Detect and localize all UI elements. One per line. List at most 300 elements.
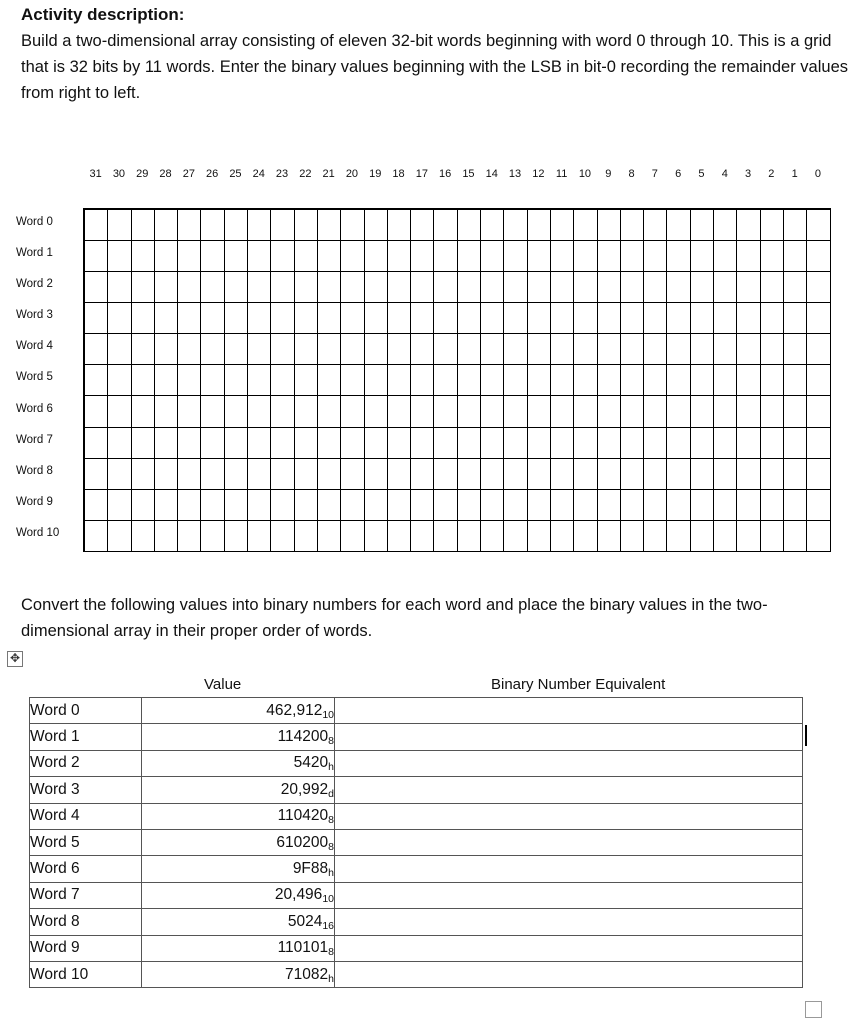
bit-cell[interactable] bbox=[271, 210, 294, 241]
bit-cell[interactable] bbox=[737, 241, 760, 272]
bit-cell[interactable] bbox=[481, 490, 504, 521]
bit-cell[interactable] bbox=[598, 396, 621, 427]
bit-cell[interactable] bbox=[807, 490, 830, 521]
bit-cell[interactable] bbox=[178, 272, 201, 303]
bit-cell[interactable] bbox=[691, 241, 714, 272]
bit-cell[interactable] bbox=[737, 365, 760, 396]
bit-cell[interactable] bbox=[667, 428, 690, 459]
bit-cell[interactable] bbox=[667, 459, 690, 490]
bit-cell[interactable] bbox=[761, 396, 784, 427]
binary-equivalent-cell[interactable] bbox=[335, 935, 803, 961]
bit-cell[interactable] bbox=[737, 490, 760, 521]
bit-cell[interactable] bbox=[178, 241, 201, 272]
bit-cell[interactable] bbox=[108, 490, 131, 521]
bit-cell[interactable] bbox=[737, 303, 760, 334]
bit-cell[interactable] bbox=[691, 490, 714, 521]
bit-cell[interactable] bbox=[667, 241, 690, 272]
bit-cell[interactable] bbox=[108, 521, 131, 552]
bit-cell[interactable] bbox=[761, 428, 784, 459]
bit-cell[interactable] bbox=[807, 210, 830, 241]
binary-equivalent-cell[interactable] bbox=[335, 856, 803, 882]
bit-cell[interactable] bbox=[411, 365, 434, 396]
binary-equivalent-cell[interactable] bbox=[335, 909, 803, 935]
bit-cell[interactable] bbox=[458, 303, 481, 334]
bit-cell[interactable] bbox=[528, 459, 551, 490]
bit-cell[interactable] bbox=[434, 396, 457, 427]
bit-cell[interactable] bbox=[85, 303, 108, 334]
bit-cell[interactable] bbox=[481, 521, 504, 552]
bit-cell[interactable] bbox=[458, 210, 481, 241]
bit-cell[interactable] bbox=[295, 490, 318, 521]
bit-cell[interactable] bbox=[271, 334, 294, 365]
bit-cell[interactable] bbox=[574, 490, 597, 521]
binary-equivalent-cell[interactable] bbox=[335, 803, 803, 829]
bit-cell[interactable] bbox=[365, 334, 388, 365]
bit-cell[interactable] bbox=[574, 241, 597, 272]
bit-cell[interactable] bbox=[761, 272, 784, 303]
bit-cell[interactable] bbox=[388, 521, 411, 552]
bit-cell[interactable] bbox=[761, 334, 784, 365]
bit-cell[interactable] bbox=[108, 241, 131, 272]
bit-cell[interactable] bbox=[341, 396, 364, 427]
bit-cell[interactable] bbox=[691, 272, 714, 303]
bit-cell[interactable] bbox=[551, 334, 574, 365]
bit-cell[interactable] bbox=[714, 210, 737, 241]
bit-cell[interactable] bbox=[784, 334, 807, 365]
bit-cell[interactable] bbox=[295, 428, 318, 459]
bit-cell[interactable] bbox=[388, 428, 411, 459]
bit-cell[interactable] bbox=[504, 241, 527, 272]
bit-cell[interactable] bbox=[458, 396, 481, 427]
bit-cell[interactable] bbox=[178, 521, 201, 552]
bit-cell[interactable] bbox=[551, 241, 574, 272]
bit-cell[interactable] bbox=[621, 428, 644, 459]
bit-cell[interactable] bbox=[411, 303, 434, 334]
bit-cell[interactable] bbox=[691, 521, 714, 552]
bit-cell[interactable] bbox=[178, 334, 201, 365]
bit-cell[interactable] bbox=[225, 428, 248, 459]
bit-cell[interactable] bbox=[248, 396, 271, 427]
bit-cell[interactable] bbox=[621, 396, 644, 427]
bit-cell[interactable] bbox=[388, 334, 411, 365]
bit-cell[interactable] bbox=[458, 490, 481, 521]
bit-cell[interactable] bbox=[155, 303, 178, 334]
binary-equivalent-cell[interactable] bbox=[335, 750, 803, 776]
bit-cell[interactable] bbox=[714, 365, 737, 396]
bit-cell[interactable] bbox=[598, 303, 621, 334]
bit-cell[interactable] bbox=[621, 210, 644, 241]
bit-cell[interactable] bbox=[201, 241, 224, 272]
table-resize-handle[interactable] bbox=[805, 1001, 822, 1018]
bit-cell[interactable] bbox=[598, 272, 621, 303]
bit-cell[interactable] bbox=[132, 521, 155, 552]
bit-cell[interactable] bbox=[155, 396, 178, 427]
move-arrows-icon[interactable]: ✥ bbox=[7, 651, 23, 667]
bit-cell[interactable] bbox=[271, 459, 294, 490]
bit-cell[interactable] bbox=[248, 272, 271, 303]
bit-cell[interactable] bbox=[271, 241, 294, 272]
bit-cell[interactable] bbox=[341, 303, 364, 334]
bit-cell[interactable] bbox=[784, 490, 807, 521]
bit-cell[interactable] bbox=[551, 303, 574, 334]
bit-cell[interactable] bbox=[621, 490, 644, 521]
bit-cell[interactable] bbox=[85, 210, 108, 241]
bit-cell[interactable] bbox=[714, 272, 737, 303]
bit-cell[interactable] bbox=[481, 459, 504, 490]
bit-cell[interactable] bbox=[528, 334, 551, 365]
bit-cell[interactable] bbox=[388, 365, 411, 396]
bit-cell[interactable] bbox=[598, 210, 621, 241]
bit-cell[interactable] bbox=[225, 396, 248, 427]
bit-cell[interactable] bbox=[784, 521, 807, 552]
bit-cell[interactable] bbox=[784, 210, 807, 241]
bit-cell[interactable] bbox=[434, 303, 457, 334]
bit-cell[interactable] bbox=[365, 428, 388, 459]
bit-cell[interactable] bbox=[458, 241, 481, 272]
bit-cell[interactable] bbox=[714, 303, 737, 334]
bit-cell[interactable] bbox=[248, 521, 271, 552]
bit-cell[interactable] bbox=[714, 521, 737, 552]
bit-cell[interactable] bbox=[108, 459, 131, 490]
bit-cell[interactable] bbox=[644, 365, 667, 396]
bit-cell[interactable] bbox=[271, 365, 294, 396]
bit-cell[interactable] bbox=[644, 272, 667, 303]
bit-cell[interactable] bbox=[318, 303, 341, 334]
bit-cell[interactable] bbox=[737, 459, 760, 490]
bit-cell[interactable] bbox=[201, 334, 224, 365]
bit-cell[interactable] bbox=[155, 459, 178, 490]
bit-cell[interactable] bbox=[411, 334, 434, 365]
bit-cell[interactable] bbox=[341, 365, 364, 396]
bit-cell[interactable] bbox=[201, 272, 224, 303]
bit-cell[interactable] bbox=[178, 459, 201, 490]
bit-cell[interactable] bbox=[504, 521, 527, 552]
bit-cell[interactable] bbox=[807, 521, 830, 552]
bit-cell[interactable] bbox=[225, 210, 248, 241]
bit-cell[interactable] bbox=[225, 365, 248, 396]
bit-cell[interactable] bbox=[807, 365, 830, 396]
bit-cell[interactable] bbox=[714, 334, 737, 365]
bit-cell[interactable] bbox=[341, 521, 364, 552]
bit-cell[interactable] bbox=[598, 459, 621, 490]
bit-cell[interactable] bbox=[271, 490, 294, 521]
bit-cell[interactable] bbox=[132, 334, 155, 365]
bit-cell[interactable] bbox=[201, 303, 224, 334]
bit-cell[interactable] bbox=[481, 272, 504, 303]
bit-cell[interactable] bbox=[318, 459, 341, 490]
bit-cell[interactable] bbox=[85, 428, 108, 459]
bit-cell[interactable] bbox=[271, 428, 294, 459]
bit-cell[interactable] bbox=[691, 365, 714, 396]
bit-cell[interactable] bbox=[784, 396, 807, 427]
bit-cell[interactable] bbox=[714, 428, 737, 459]
bit-cell[interactable] bbox=[691, 428, 714, 459]
bit-cell[interactable] bbox=[551, 365, 574, 396]
bit-cell[interactable] bbox=[504, 303, 527, 334]
bit-cell[interactable] bbox=[388, 396, 411, 427]
bit-cell[interactable] bbox=[178, 490, 201, 521]
bit-cell[interactable] bbox=[434, 490, 457, 521]
bit-cell[interactable] bbox=[132, 210, 155, 241]
bit-cell[interactable] bbox=[458, 334, 481, 365]
bit-cell[interactable] bbox=[551, 210, 574, 241]
bit-cell[interactable] bbox=[481, 303, 504, 334]
bit-cell[interactable] bbox=[388, 459, 411, 490]
bit-cell[interactable] bbox=[108, 365, 131, 396]
bit-cell[interactable] bbox=[295, 241, 318, 272]
bit-cell[interactable] bbox=[248, 459, 271, 490]
bit-cell[interactable] bbox=[434, 459, 457, 490]
bit-cell[interactable] bbox=[784, 459, 807, 490]
bit-cell[interactable] bbox=[784, 272, 807, 303]
bit-cell[interactable] bbox=[365, 210, 388, 241]
bit-cell[interactable] bbox=[248, 490, 271, 521]
bit-cell[interactable] bbox=[365, 490, 388, 521]
bit-cell[interactable] bbox=[621, 241, 644, 272]
bit-cell[interactable] bbox=[551, 459, 574, 490]
bit-cell[interactable] bbox=[85, 272, 108, 303]
bit-cell[interactable] bbox=[295, 334, 318, 365]
bit-cell[interactable] bbox=[341, 459, 364, 490]
bit-cell[interactable] bbox=[225, 241, 248, 272]
bit-cell[interactable] bbox=[155, 272, 178, 303]
bit-cell[interactable] bbox=[434, 210, 457, 241]
bit-cell[interactable] bbox=[411, 210, 434, 241]
bit-cell[interactable] bbox=[644, 396, 667, 427]
bit-cell[interactable] bbox=[201, 396, 224, 427]
bit-cell[interactable] bbox=[295, 521, 318, 552]
bit-cell[interactable] bbox=[248, 303, 271, 334]
bit-cell[interactable] bbox=[644, 303, 667, 334]
bit-cell[interactable] bbox=[528, 303, 551, 334]
bit-cell[interactable] bbox=[761, 241, 784, 272]
bit-cell[interactable] bbox=[434, 428, 457, 459]
bit-cell[interactable] bbox=[341, 272, 364, 303]
bit-cell[interactable] bbox=[458, 428, 481, 459]
bit-cell[interactable] bbox=[574, 459, 597, 490]
bit-cell[interactable] bbox=[318, 241, 341, 272]
bit-cell[interactable] bbox=[318, 365, 341, 396]
bit-cell[interactable] bbox=[225, 459, 248, 490]
bit-cell[interactable] bbox=[85, 490, 108, 521]
bit-cell[interactable] bbox=[155, 365, 178, 396]
bit-cell[interactable] bbox=[714, 241, 737, 272]
bit-cell[interactable] bbox=[574, 272, 597, 303]
bit-cell[interactable] bbox=[691, 210, 714, 241]
bit-cell[interactable] bbox=[504, 428, 527, 459]
bit-cell[interactable] bbox=[504, 272, 527, 303]
bit-cell[interactable] bbox=[644, 334, 667, 365]
bit-cell[interactable] bbox=[807, 428, 830, 459]
bit-cell[interactable] bbox=[528, 396, 551, 427]
bit-cell[interactable] bbox=[155, 210, 178, 241]
bit-cell[interactable] bbox=[574, 303, 597, 334]
bit-cell[interactable] bbox=[225, 272, 248, 303]
bit-cell[interactable] bbox=[271, 521, 294, 552]
bit-cell[interactable] bbox=[807, 241, 830, 272]
bit-cell[interactable] bbox=[691, 334, 714, 365]
bit-cell[interactable] bbox=[551, 521, 574, 552]
bit-cell[interactable] bbox=[108, 396, 131, 427]
bit-cell[interactable] bbox=[365, 521, 388, 552]
bit-cell[interactable] bbox=[784, 428, 807, 459]
bit-cell[interactable] bbox=[481, 334, 504, 365]
bit-cell[interactable] bbox=[85, 365, 108, 396]
bit-cell[interactable] bbox=[667, 490, 690, 521]
bit-cell[interactable] bbox=[295, 210, 318, 241]
bit-cell[interactable] bbox=[574, 428, 597, 459]
bit-cell[interactable] bbox=[481, 241, 504, 272]
bit-cell[interactable] bbox=[318, 334, 341, 365]
bit-cell[interactable] bbox=[504, 334, 527, 365]
bit-cell[interactable] bbox=[178, 303, 201, 334]
bit-cell[interactable] bbox=[85, 334, 108, 365]
bit-cell[interactable] bbox=[132, 241, 155, 272]
bit-cell[interactable] bbox=[295, 303, 318, 334]
bit-cell[interactable] bbox=[85, 459, 108, 490]
bit-cell[interactable] bbox=[691, 396, 714, 427]
bit-cell[interactable] bbox=[737, 428, 760, 459]
bit-cell[interactable] bbox=[481, 396, 504, 427]
bit-cell[interactable] bbox=[155, 241, 178, 272]
bit-cell[interactable] bbox=[201, 521, 224, 552]
binary-equivalent-cell[interactable] bbox=[335, 777, 803, 803]
bit-cell[interactable] bbox=[155, 490, 178, 521]
bit-cell[interactable] bbox=[271, 272, 294, 303]
bit-cell[interactable] bbox=[411, 521, 434, 552]
bit-cell[interactable] bbox=[434, 334, 457, 365]
bit-cell[interactable] bbox=[667, 396, 690, 427]
bit-cell[interactable] bbox=[341, 490, 364, 521]
bit-cell[interactable] bbox=[271, 396, 294, 427]
bit-cell[interactable] bbox=[365, 459, 388, 490]
bit-cell[interactable] bbox=[248, 428, 271, 459]
bit-cell[interactable] bbox=[667, 365, 690, 396]
bit-cell[interactable] bbox=[528, 521, 551, 552]
bit-cell[interactable] bbox=[225, 490, 248, 521]
bit-cell[interactable] bbox=[528, 272, 551, 303]
bit-cell[interactable] bbox=[621, 365, 644, 396]
bit-cell[interactable] bbox=[458, 459, 481, 490]
bit-cell[interactable] bbox=[341, 241, 364, 272]
binary-equivalent-cell[interactable] bbox=[335, 724, 803, 750]
bit-cell[interactable] bbox=[807, 396, 830, 427]
bit-cell[interactable] bbox=[551, 396, 574, 427]
bit-cell[interactable] bbox=[714, 490, 737, 521]
bit-cell[interactable] bbox=[108, 303, 131, 334]
bit-cell[interactable] bbox=[365, 303, 388, 334]
bit-cell[interactable] bbox=[737, 521, 760, 552]
bit-cell[interactable] bbox=[295, 459, 318, 490]
bit-cell[interactable] bbox=[155, 428, 178, 459]
bit-cell[interactable] bbox=[365, 241, 388, 272]
binary-equivalent-cell[interactable] bbox=[335, 961, 803, 987]
bit-cell[interactable] bbox=[761, 365, 784, 396]
bit-cell[interactable] bbox=[225, 521, 248, 552]
bit-cell[interactable] bbox=[248, 365, 271, 396]
binary-equivalent-cell[interactable] bbox=[335, 698, 803, 724]
bit-cell[interactable] bbox=[201, 210, 224, 241]
bit-cell[interactable] bbox=[784, 303, 807, 334]
bit-cell[interactable] bbox=[784, 365, 807, 396]
bit-cell[interactable] bbox=[411, 428, 434, 459]
bit-cell[interactable] bbox=[504, 365, 527, 396]
bit-cell[interactable] bbox=[784, 241, 807, 272]
bit-cell[interactable] bbox=[481, 210, 504, 241]
bit-cell[interactable] bbox=[271, 303, 294, 334]
bit-cell[interactable] bbox=[318, 210, 341, 241]
bit-cell[interactable] bbox=[132, 459, 155, 490]
bit-cell[interactable] bbox=[551, 272, 574, 303]
bit-cell[interactable] bbox=[318, 521, 341, 552]
bit-cell[interactable] bbox=[178, 396, 201, 427]
bit-cell[interactable] bbox=[434, 365, 457, 396]
bit-cell[interactable] bbox=[761, 459, 784, 490]
bit-cell[interactable] bbox=[108, 428, 131, 459]
bit-cell[interactable] bbox=[341, 334, 364, 365]
bit-cell[interactable] bbox=[528, 210, 551, 241]
binary-equivalent-cell[interactable] bbox=[335, 829, 803, 855]
bit-cell[interactable] bbox=[574, 210, 597, 241]
bit-cell[interactable] bbox=[434, 521, 457, 552]
bit-cell[interactable] bbox=[248, 334, 271, 365]
bit-cell[interactable] bbox=[528, 490, 551, 521]
bit-cell[interactable] bbox=[201, 459, 224, 490]
bit-cell[interactable] bbox=[504, 459, 527, 490]
bit-cell[interactable] bbox=[667, 303, 690, 334]
bit-cell[interactable] bbox=[574, 521, 597, 552]
bit-cell[interactable] bbox=[737, 396, 760, 427]
bit-cell[interactable] bbox=[318, 428, 341, 459]
bit-cell[interactable] bbox=[621, 272, 644, 303]
bit-cell[interactable] bbox=[201, 490, 224, 521]
bit-cell[interactable] bbox=[598, 241, 621, 272]
bit-cell[interactable] bbox=[807, 272, 830, 303]
bit-cell[interactable] bbox=[598, 521, 621, 552]
bit-cell[interactable] bbox=[528, 428, 551, 459]
bit-cell[interactable] bbox=[807, 334, 830, 365]
bit-cell[interactable] bbox=[644, 210, 667, 241]
bit-cell[interactable] bbox=[388, 241, 411, 272]
bit-cell[interactable] bbox=[225, 303, 248, 334]
bit-cell[interactable] bbox=[458, 365, 481, 396]
bit-cell[interactable] bbox=[598, 428, 621, 459]
bit-cell[interactable] bbox=[365, 272, 388, 303]
bit-cell[interactable] bbox=[574, 334, 597, 365]
bit-cell[interactable] bbox=[504, 396, 527, 427]
bit-cell[interactable] bbox=[178, 365, 201, 396]
bit-cell[interactable] bbox=[481, 365, 504, 396]
bit-cell[interactable] bbox=[574, 365, 597, 396]
bit-cell[interactable] bbox=[132, 303, 155, 334]
bit-cell[interactable] bbox=[248, 241, 271, 272]
bit-cell[interactable] bbox=[644, 241, 667, 272]
bit-cell[interactable] bbox=[714, 396, 737, 427]
bit-cell[interactable] bbox=[411, 459, 434, 490]
bit-cell[interactable] bbox=[434, 272, 457, 303]
bit-cell[interactable] bbox=[295, 396, 318, 427]
bit-cell[interactable] bbox=[388, 210, 411, 241]
bit-cell[interactable] bbox=[341, 428, 364, 459]
bit-cell[interactable] bbox=[178, 428, 201, 459]
bit-cell[interactable] bbox=[598, 334, 621, 365]
bit-cell[interactable] bbox=[248, 210, 271, 241]
bit-cell[interactable] bbox=[411, 396, 434, 427]
bit-cell[interactable] bbox=[551, 428, 574, 459]
bit-cell[interactable] bbox=[155, 334, 178, 365]
bit-cell[interactable] bbox=[108, 272, 131, 303]
bit-cell[interactable] bbox=[504, 490, 527, 521]
